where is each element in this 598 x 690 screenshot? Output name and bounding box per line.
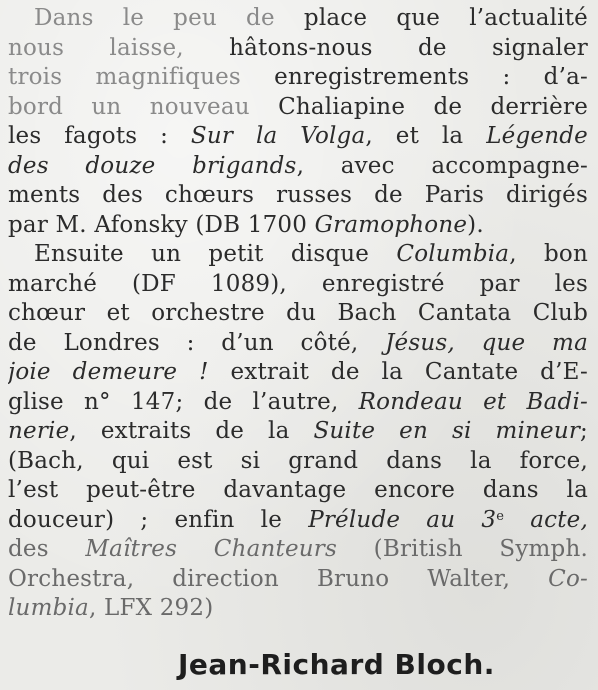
line-text: marché (DF 1089), enregistré par les bbox=[8, 270, 588, 297]
line-text: place que l’actualité bbox=[274, 5, 588, 31]
label-name: Columbia bbox=[396, 241, 510, 267]
line-text: , et la bbox=[365, 123, 487, 149]
faded-text: trois magnifiques bbox=[8, 64, 241, 90]
line-text: , bon bbox=[509, 241, 588, 267]
article-column bbox=[8, 4, 588, 624]
line-text: , avec accompagne- bbox=[296, 152, 588, 179]
line-text: (Bach, qui est si grand dans la force, bbox=[8, 447, 588, 474]
article-line-16 bbox=[8, 447, 588, 477]
article-line-15 bbox=[8, 417, 588, 447]
song-title: Légende bbox=[486, 123, 588, 149]
faded-text: Dans le peu de bbox=[34, 5, 275, 31]
label-name: Gramophone bbox=[314, 211, 468, 238]
article-line-3 bbox=[8, 63, 588, 93]
article-line-1 bbox=[8, 4, 588, 34]
article-line-5 bbox=[8, 122, 588, 152]
article-line-11 bbox=[8, 299, 588, 329]
line-text: ; bbox=[580, 418, 588, 444]
article-line-12 bbox=[8, 329, 588, 359]
song-title: Suite en si mineur bbox=[313, 418, 581, 444]
line-text: (British Symph. bbox=[336, 536, 588, 562]
article-line-21 bbox=[8, 594, 588, 624]
line-text: chœur et orchestre du Bach Cantata Club bbox=[8, 300, 588, 326]
line-text: , LFX 292) bbox=[88, 595, 214, 621]
line-text: extrait de la Cantate d’E- bbox=[208, 359, 588, 385]
article-line-9 bbox=[8, 240, 588, 270]
line-text: enregistrements : d’a- bbox=[240, 64, 588, 90]
song-title: des douze brigands bbox=[8, 152, 297, 179]
label-name: Co- bbox=[548, 565, 588, 592]
song-title: Rondeau et Badi- bbox=[358, 388, 588, 415]
song-title: Maîtres Chanteurs bbox=[85, 536, 337, 562]
line-text: Chaliapine de derrière bbox=[249, 93, 588, 120]
song-title: acte, bbox=[504, 506, 588, 533]
superscript: e bbox=[496, 508, 505, 524]
article-line-18 bbox=[8, 506, 588, 536]
article-line-8 bbox=[8, 211, 588, 241]
line-text: par M. Afonsky (DB 1700 bbox=[8, 211, 315, 238]
line-text: hâtons-nous de signaler bbox=[183, 34, 588, 61]
song-title: Prélude au 3 bbox=[308, 506, 497, 533]
article-line-7 bbox=[8, 181, 588, 211]
song-title: Jésus, que ma bbox=[385, 329, 588, 356]
article-line-14 bbox=[8, 388, 588, 418]
article-line-10 bbox=[8, 270, 588, 300]
song-title: Sur la Volga bbox=[190, 123, 366, 149]
line-text: les fagots : bbox=[8, 123, 191, 149]
line-text: Ensuite un petit disque bbox=[34, 241, 397, 267]
article-line-17 bbox=[8, 476, 588, 506]
line-text: de Londres : d’un côté, bbox=[8, 329, 386, 356]
line-text: des bbox=[8, 536, 86, 562]
line-text: l’est peut-être davantage encore dans la bbox=[8, 477, 588, 503]
article-line-19 bbox=[8, 535, 588, 565]
faded-text: nous laisse, bbox=[8, 34, 184, 61]
faded-text: bord un nouveau bbox=[8, 93, 250, 120]
line-text: douceur) ; enfin le bbox=[8, 506, 309, 533]
line-text: ). bbox=[467, 211, 484, 238]
article-line-4 bbox=[8, 93, 588, 123]
line-text: , extraits de la bbox=[69, 418, 314, 444]
article-line-2 bbox=[8, 34, 588, 64]
line-text: ments des chœurs russes de Paris dirigés bbox=[8, 182, 588, 208]
line-text: glise n° 147; de l’autre, bbox=[8, 388, 359, 415]
label-name: lumbia bbox=[8, 595, 89, 621]
article-line-13 bbox=[8, 358, 588, 388]
line-text: Orchestra, direction Bruno Walter, bbox=[8, 565, 549, 592]
author-signature: Jean-Richard Bloch. bbox=[178, 648, 495, 681]
song-title: joie demeure ! bbox=[8, 359, 209, 385]
article-line-6 bbox=[8, 152, 588, 182]
article-line-20 bbox=[8, 565, 588, 595]
song-title: nerie bbox=[8, 418, 70, 444]
